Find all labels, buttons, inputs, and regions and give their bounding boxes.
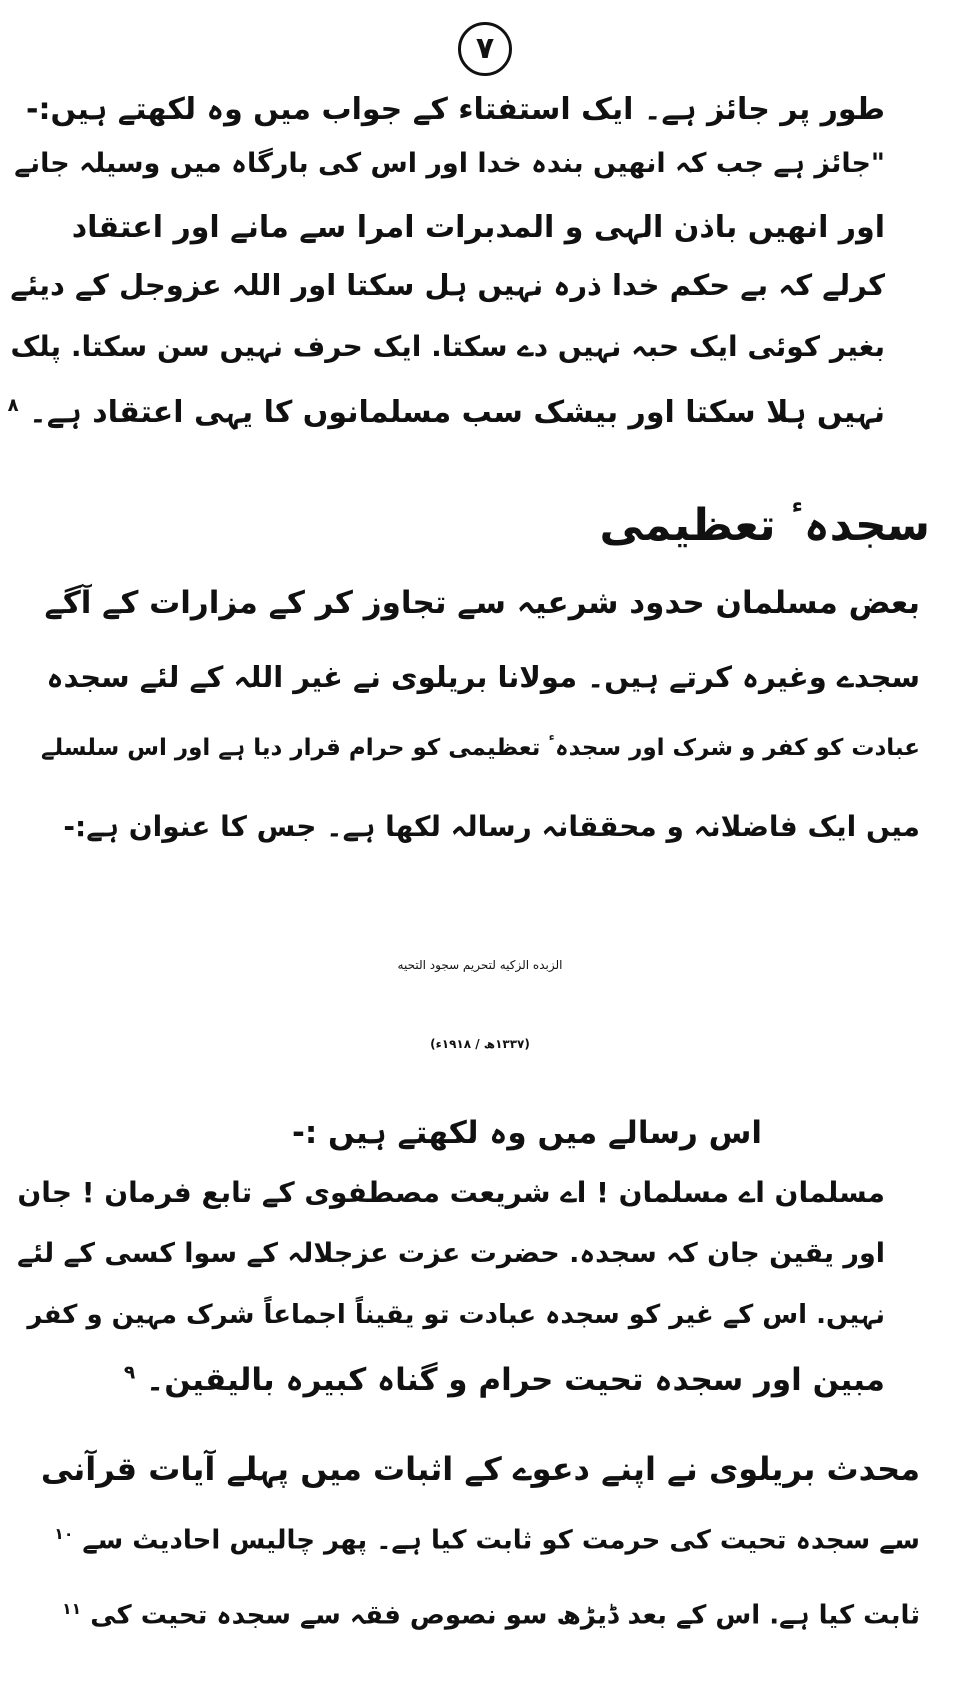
footnote-marker: ۹ [123,1362,136,1384]
text-line: عبادت کو کفر و شرک اور سجدہٴ تعظیمی کو حرام قرار دیا ہے اور اس سلسلے [40,735,920,761]
treatise-title: الزبده الزکیه لتحریم سجود التحیه [397,958,563,972]
text-line [62,1600,920,1631]
section-heading: سجدہٴ تعظیمی [599,500,930,551]
text-line: میں ایک فاضلانہ و محققانہ رسالہ لکھا ہے۔ جس کا عنوان ہے:- [63,810,920,843]
text-line [124,1362,885,1398]
page-number-label: ۷ [475,31,495,66]
text-line-content: ثابت کیا ہے. اس کے بعد ڈیڑھ سو نصوص فقہ سے سجدہ تحیت کی [90,1600,920,1631]
text-line: کرلے کہ بے حکم خدا ذرہ نہیں ہل سکتا اور اللہ عزوجل کے دیئے [10,268,885,302]
text-line: نہیں. اس کے غیر کو سجدہ عبادت تو یقیناً اجماعاً شرک مہین و کفر [27,1300,885,1330]
text-line: بعض مسلمان حدود شرعیہ سے تجاوز کر کے مزارات کے آگے [44,585,920,621]
footnote-marker: ۱۰ [54,1525,74,1543]
text-line: بغیر کوئی ایک حبہ نہیں دے سکتا. ایک حرف نہیں سن سکتا. پلک [10,330,885,363]
text-line: محدث بریلوی نے اپنے دعوے کے اثبات میں پہلے آیات قرآنی [40,1450,920,1488]
text-line [8,395,885,430]
treatise-date: (۱۳۳۷ھ / ۱۹۱۸ء) [430,1037,530,1051]
text-line [54,1525,920,1556]
text-line: اور انھیں باذن الہی و المدبرات امرا سے مانے اور اعتقاد [71,210,885,245]
text-line-content: نہیں ہلا سکتا اور بیشک سب مسلمانوں کا یہی اعتقاد ہے۔ [29,395,885,430]
page-number [458,22,512,76]
text-line-content: مبین اور سجدہ تحیت حرام و گناہ کبیرہ بالیقین۔ [146,1362,885,1398]
text-line-content: سے سجدہ تحیت کی حرمت کو ثابت کیا ہے۔ پھر چالیس احادیث سے [82,1525,920,1556]
text-line: "جائز ہے جب کہ انھیں بندہ خدا اور اس کی بارگاہ میں وسیلہ جانے [14,148,885,179]
text-line: اور یقین جان کہ سجدہ. حضرت عزت عزجلالہ کے سوا کسی کے لئے [17,1238,885,1269]
text-line: سجدے وغیرہ کرتے ہیں۔ مولانا بریلوی نے غیر اللہ کے لئے سجدہ [46,660,920,694]
footnote-marker: ۱۱ [62,1600,82,1618]
text-line: مسلمان اے مسلمان ! اے شریعت مصطفوی کے تابع فرمان ! جان [17,1176,885,1209]
text-line: طور پر جائز ہے۔ ایک استفتاء کے جواب میں وہ لکھتے ہیں:- [26,92,885,127]
quote-intro: اس رسالے میں وہ لکھتے ہیں :- [291,1115,762,1151]
footnote-marker: ۸ [7,395,19,416]
